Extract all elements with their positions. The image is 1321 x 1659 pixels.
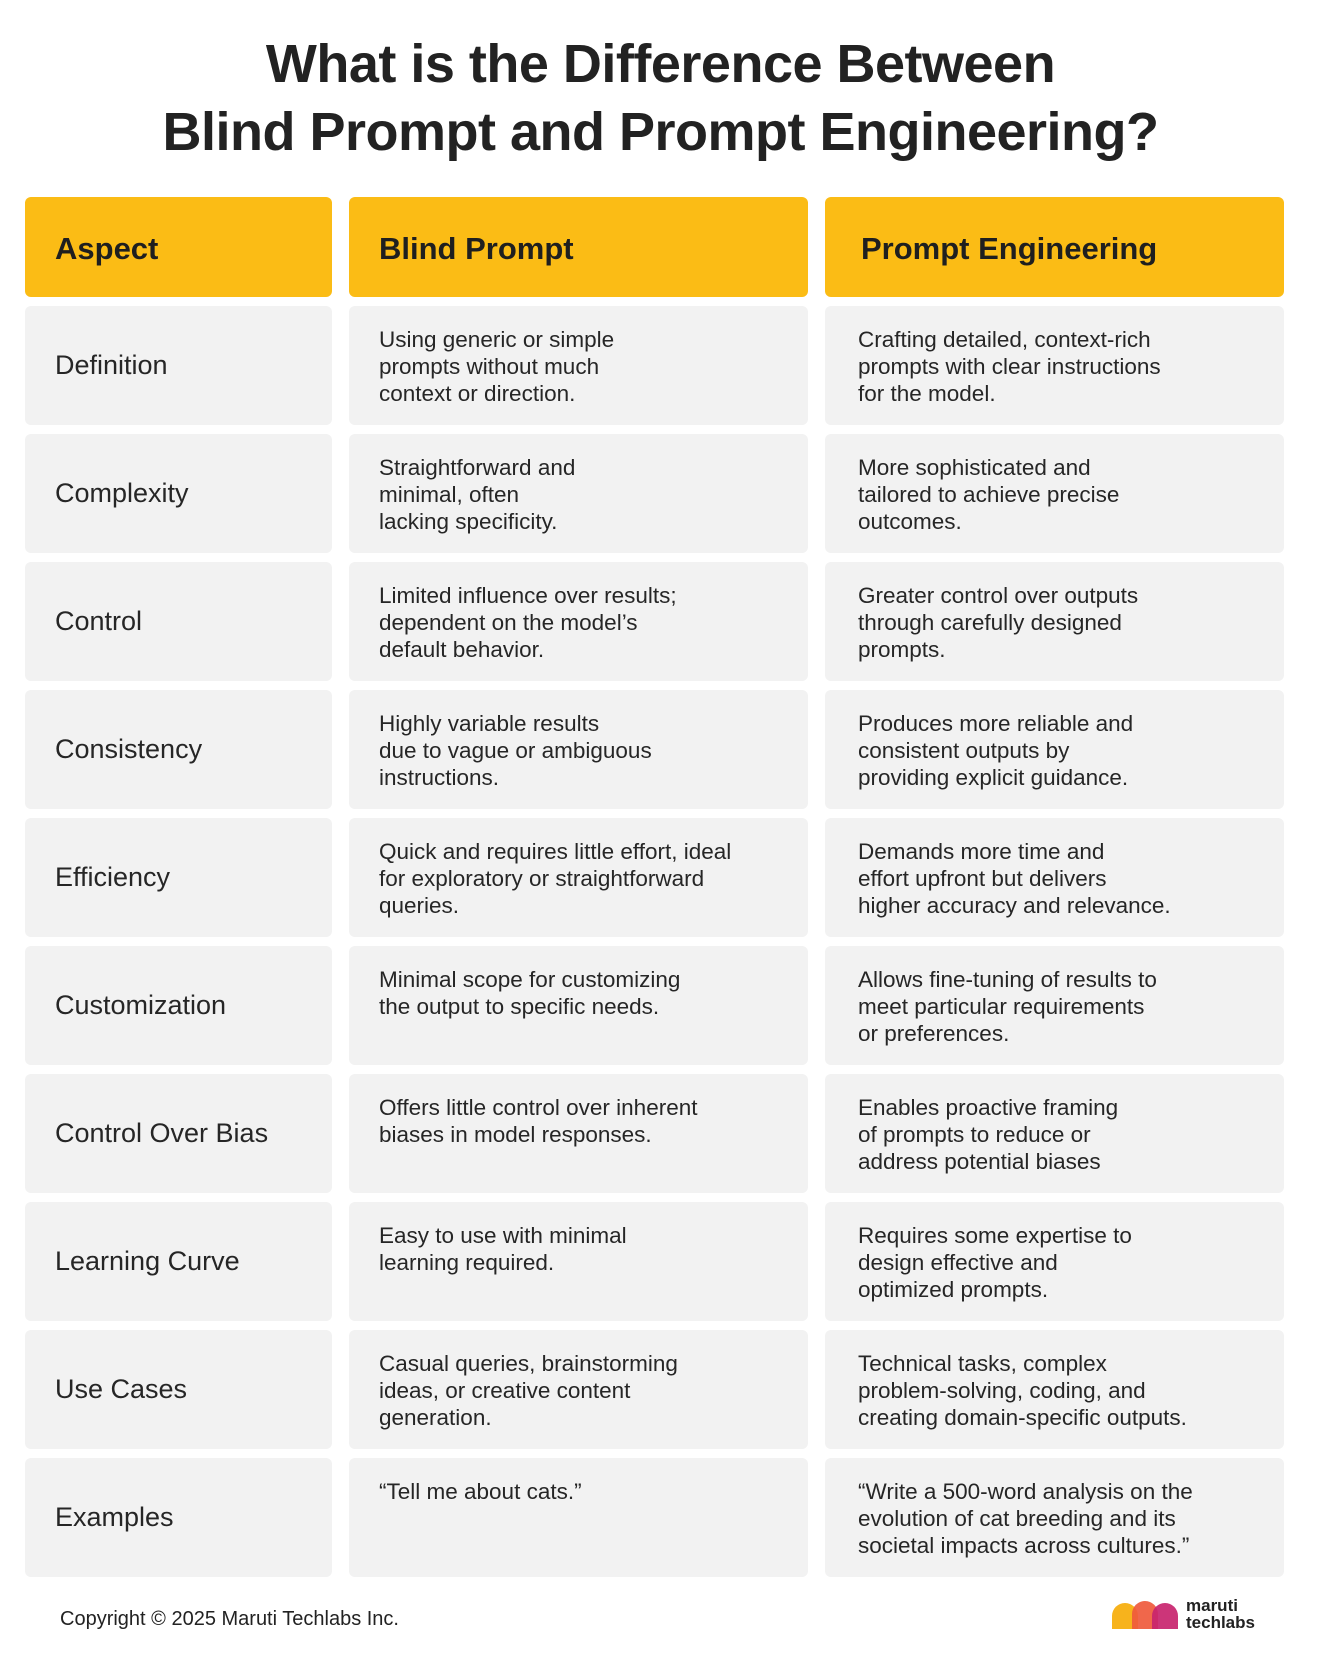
logo-text: maruti techlabs [1186, 1596, 1255, 1632]
prompt-engineering-cell: Allows fine-tuning of results to meet particular requirements or preferences. [825, 946, 1284, 1065]
header-blind-prompt: Blind Prompt [349, 197, 808, 297]
aspect-cell: Control Over Bias [25, 1074, 332, 1193]
page-title [0, 30, 1321, 166]
aspect-cell: Learning Curve [25, 1202, 332, 1321]
aspect-cell: Definition [25, 306, 332, 425]
aspect-cell: Examples [25, 1458, 332, 1577]
aspect-cell: Use Cases [25, 1330, 332, 1449]
header-aspect: Aspect [25, 197, 332, 297]
header-prompt-engineering: Prompt Engineering [825, 197, 1284, 297]
prompt-engineering-cell: Enables proactive framing of prompts to reduce or address potential biases [825, 1074, 1284, 1193]
blind-prompt-cell: Highly variable results due to vague or ambiguous instructions. [349, 690, 808, 809]
comparison-table [25, 197, 1284, 1577]
prompt-engineering-cell: Crafting detailed, context-rich prompts with clear instructions for the model. [825, 306, 1284, 425]
aspect-cell: Control [25, 562, 332, 681]
prompt-engineering-cell: Demands more time and effort upfront but delivers higher accuracy and relevance. [825, 818, 1284, 937]
blind-prompt-cell: “Tell me about cats.” [349, 1458, 808, 1577]
logo-mark-icon [1112, 1599, 1178, 1629]
blind-prompt-cell: Offers little control over inherent biases in model responses. [349, 1074, 808, 1193]
blind-prompt-cell: Minimal scope for customizing the output to specific needs. [349, 946, 808, 1065]
blind-prompt-cell: Casual queries, brainstorming ideas, or creative content generation. [349, 1330, 808, 1449]
blind-prompt-cell: Easy to use with minimal learning required. [349, 1202, 808, 1321]
maruti-techlabs-logo [1112, 1597, 1255, 1631]
prompt-engineering-cell: Technical tasks, complex problem-solving, coding, and creating domain-specific outputs. [825, 1330, 1284, 1449]
prompt-engineering-cell: More sophisticated and tailored to achieve precise outcomes. [825, 434, 1284, 553]
blind-prompt-cell: Quick and requires little effort, ideal for exploratory or straightforward queries. [349, 818, 808, 937]
prompt-engineering-cell: “Write a 500-word analysis on the evolution of cat breeding and its societal impacts across cultures.” [825, 1458, 1284, 1577]
aspect-cell: Complexity [25, 434, 332, 553]
title-line-2: Blind Prompt and Prompt Engineering? [162, 102, 1159, 162]
aspect-cell: Customization [25, 946, 332, 1065]
copyright-text: Copyright © 2025 Maruti Techlabs Inc. [60, 1608, 399, 1630]
aspect-cell: Consistency [25, 690, 332, 809]
prompt-engineering-cell: Requires some expertise to design effective and optimized prompts. [825, 1202, 1284, 1321]
blind-prompt-cell: Straightforward and minimal, often lacking specificity. [349, 434, 808, 553]
blind-prompt-cell: Using generic or simple prompts without much context or direction. [349, 306, 808, 425]
blind-prompt-cell: Limited influence over results; dependent on the model’s default behavior. [349, 562, 808, 681]
prompt-engineering-cell: Greater control over outputs through carefully designed prompts. [825, 562, 1284, 681]
title-line-1: What is the Difference Between [265, 34, 1056, 94]
aspect-cell: Efficiency [25, 818, 332, 937]
prompt-engineering-cell: Produces more reliable and consistent outputs by providing explicit guidance. [825, 690, 1284, 809]
